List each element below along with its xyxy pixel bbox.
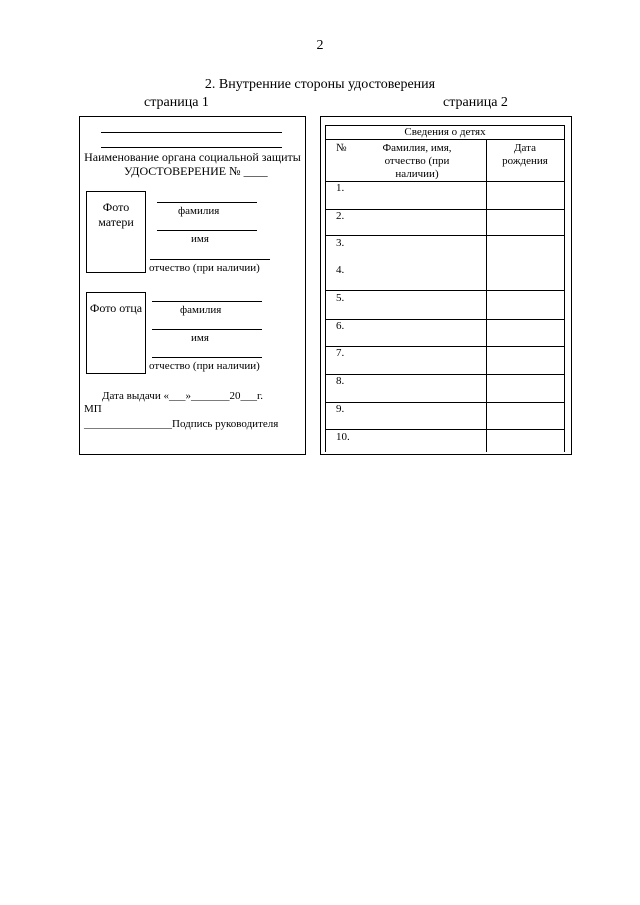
children-table	[325, 125, 565, 452]
row-divider	[326, 429, 564, 430]
table-title-divider	[326, 139, 564, 140]
mother-name-line	[157, 230, 257, 231]
mother-name-caption: имя	[191, 233, 209, 245]
mother-patronymic-line	[150, 259, 270, 260]
row-divider	[326, 346, 564, 347]
table-row-number: 1.	[336, 182, 345, 194]
org-name-line-1	[101, 132, 282, 133]
header-divider	[326, 181, 564, 182]
section-title: 2. Внутренние стороны удостоверения	[204, 77, 436, 92]
column-divider	[486, 139, 487, 452]
table-title: Сведения о детях	[404, 126, 486, 138]
father-name-caption: имя	[191, 332, 209, 344]
table-row-number: 2.	[336, 210, 345, 222]
row-divider	[326, 374, 564, 375]
table-row-number: 3.	[336, 237, 345, 249]
row-divider	[326, 209, 564, 210]
org-caption: Наименование органа социальной защиты	[84, 150, 301, 164]
certificate-page-2	[320, 116, 572, 455]
header-full-name: Фамилия, имя, отчество (при наличии)	[382, 142, 452, 180]
mother-photo-box: Фото матери	[86, 191, 146, 273]
table-row-number: 10.	[336, 431, 350, 443]
page2-label: страница 2	[443, 95, 508, 110]
mother-surname-line	[157, 202, 257, 203]
head-signature: ________________Подпись руководителя	[84, 418, 279, 430]
row-divider	[326, 402, 564, 403]
row-divider	[326, 319, 564, 320]
father-photo-box: Фото отца	[86, 292, 146, 374]
mother-patronymic-caption: отчество (при наличии)	[149, 262, 260, 274]
certificate-page-1	[79, 116, 306, 455]
table-row-number: 5.	[336, 292, 345, 304]
mother-surname-caption: фамилия	[178, 205, 220, 217]
page-number: 2	[316, 38, 324, 53]
father-patronymic-line	[152, 357, 262, 358]
table-row-number: 7.	[336, 347, 345, 359]
row-divider	[326, 235, 564, 236]
table-row-number: 9.	[336, 403, 345, 415]
page1-label: страница 1	[144, 95, 209, 110]
issue-date: Дата выдачи «___»_______20___г.	[102, 390, 263, 402]
father-surname-caption: фамилия	[180, 304, 222, 316]
certificate-title: УДОСТОВЕРЕНИЕ № ____	[124, 164, 268, 178]
org-name-line-2	[101, 147, 282, 148]
row-divider	[326, 290, 564, 291]
table-row-number: 4.	[336, 264, 345, 276]
header-number: №	[336, 142, 347, 154]
father-patronymic-caption: отчество (при наличии)	[149, 360, 260, 372]
table-row-number: 8.	[336, 375, 345, 387]
header-birth-date: Дата рождения	[502, 142, 548, 167]
stamp-mark: МП	[84, 403, 102, 415]
father-surname-line	[152, 301, 262, 302]
father-name-line	[152, 329, 262, 330]
table-row-number: 6.	[336, 320, 345, 332]
